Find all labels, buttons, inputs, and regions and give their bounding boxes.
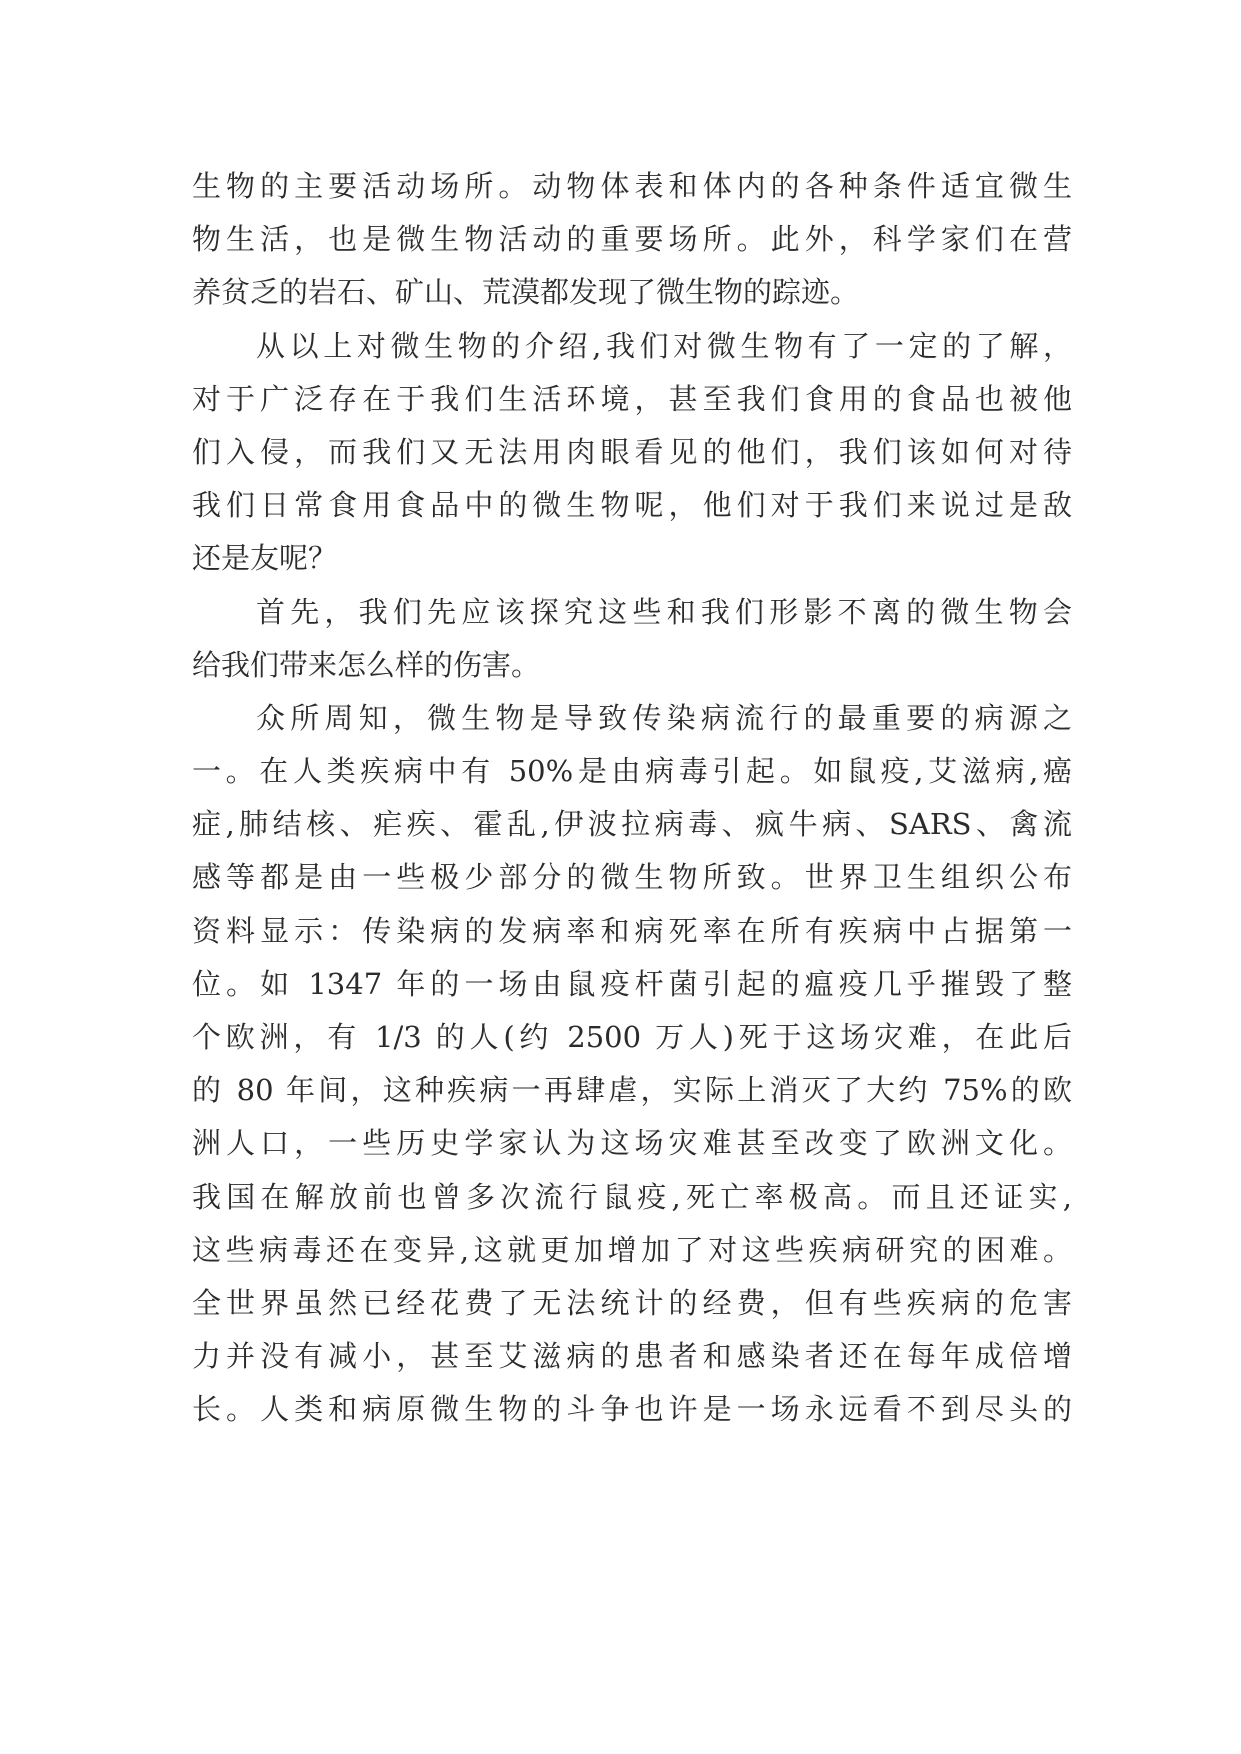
- text-line: 我们日常食用食品中的微生物呢，他们对于我们来说过是敌: [192, 488, 1072, 523]
- paragraph-start-line: 首先，我们先应该探究这些和我们形影不离的微生物会: [256, 594, 1072, 629]
- body-text: [192, 160, 1072, 1437]
- text-line: 力并没有减小，甚至艾滋病的患者和感染者还在每年成倍增: [192, 1339, 1072, 1374]
- paragraph-start-line: 众所周知，微生物是导致传染病流行的最重要的病源之: [256, 700, 1072, 735]
- text-line: 生物的主要活动场所。动物体表和体内的各种条件适宜微生: [192, 169, 1072, 203]
- text-line: 给我们带来怎么样的伤害。: [192, 647, 541, 682]
- text-line: 物生活，也是微生物活动的重要场所。此外，科学家们在营: [192, 222, 1072, 257]
- text-line: 养贫乏的岩石、矿山、荒漠都发现了微生物的踪迹。: [192, 275, 860, 310]
- text-line: 全世界虽然已经花费了无法统计的经费，但有些疾病的危害: [192, 1285, 1072, 1320]
- text-line: 我国在解放前也曾多次流行鼠疫,死亡率极高。而且还证实,: [192, 1179, 1072, 1214]
- text-line: 对于广泛存在于我们生活环境，甚至我们食用的食品也被他: [192, 381, 1072, 416]
- paragraph-start-line: 从以上对微生物的介绍,我们对微生物有了一定的了解，: [256, 328, 1072, 363]
- text-line: 位。如 1347 年的一场由鼠疫杆菌引起的瘟疫几乎摧毁了整: [192, 966, 1072, 1001]
- text-line: 一。在人类疾病中有 50%是由病毒引起。如鼠疫,艾滋病,癌: [192, 754, 1072, 789]
- text-line: 症,肺结核、疟疾、霍乱,伊波拉病毒、疯牛病、SARS、禽流: [192, 807, 1072, 842]
- text-line: 长。人类和病原微生物的斗争也许是一场永远看不到尽头的: [192, 1392, 1072, 1427]
- text-line: 这些病毒还在变异,这就更加增加了对这些疾病研究的困难。: [192, 1232, 1072, 1267]
- text-line: 洲人口，一些历史学家认为这场灾难甚至改变了欧洲文化。: [192, 1126, 1072, 1161]
- text-line: 还是友呢？: [192, 541, 338, 576]
- text-line: 的 80 年间，这种疾病一再肆虐，实际上消灭了大约 75%的欧: [192, 1073, 1072, 1108]
- text-line: 个欧洲，有 1/3 的人(约 2500 万人)死于这场灾难，在此后: [192, 1020, 1072, 1054]
- text-line: 感等都是由一些极少部分的微生物所致。世界卫生组织公布: [192, 860, 1072, 895]
- text-line: 们入侵，而我们又无法用肉眼看见的他们，我们该如何对待: [192, 434, 1072, 469]
- text-line: 资料显示：传染病的发病率和病死率在所有疾病中占据第一: [192, 913, 1072, 948]
